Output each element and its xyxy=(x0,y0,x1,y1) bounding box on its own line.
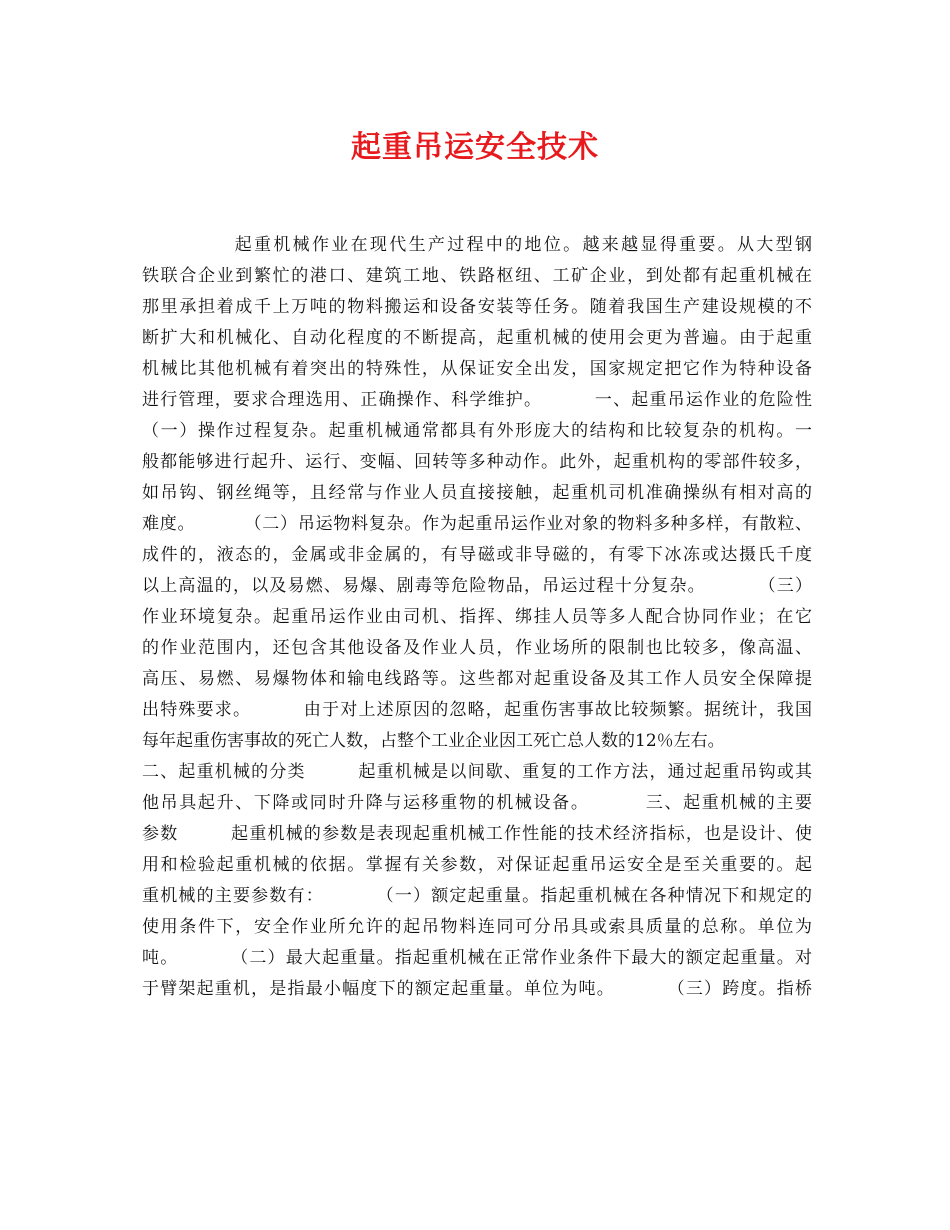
text-line: 于臂架起重机，是指最小幅度下的额定起重量。单位为吨。 （三）跨度。指桥 xyxy=(142,979,812,999)
text-line: 难度。 （二）吊运物料复杂。作为起重吊运作业对象的物料多种多样，有散粒、 xyxy=(142,514,812,534)
text-line: 作业环境复杂。起重吊运作业由司机、指挥、绑挂人员等多人配合协同作业；在它 xyxy=(142,607,812,627)
text-line: （一）操作过程复杂。起重机械通常都具有外形庞大的结构和比较复杂的机构。一 xyxy=(142,421,812,441)
text-line: 每年起重伤害事故的死亡人数，占整个工业企业因工死亡总人数的12％左右。 xyxy=(142,731,725,751)
text-line: 的作业范围内，还包含其他设备及作业人员，作业场所的限制也比较多，像高温、 xyxy=(142,638,812,658)
text-line: 成件的，液态的，金属或非金属的，有导磁或非导磁的，有零下冰冻或达摄氏千度 xyxy=(142,545,812,565)
text-line: 他吊具起升、下降或同时升降与运移重物的机械设备。 三、起重机械的主要 xyxy=(142,793,812,813)
text-line: 参数 起重机械的参数是表现起重机械工作性能的技术经济指标，也是设计、使 xyxy=(142,824,812,844)
text-line: 那里承担着成千上万吨的物料搬运和设备安装等任务。随着我国生产建设规模的不 xyxy=(142,297,812,317)
text-line: 起重机械作业在现代生产过程中的地位。越来越显得重要。从大型钢 xyxy=(142,235,812,255)
text-line: 机械比其他机械有着突出的特殊性，从保证安全出发，国家规定把它作为特种设备 xyxy=(142,359,812,379)
text-line: 高压、易燃、易爆物体和输电线路等。这些都对起重设备及其工作人员安全保障提 xyxy=(142,669,812,689)
text-line: 出特殊要求。 由于对上述原因的忽略，起重伤害事故比较频繁。据统计，我国 xyxy=(142,700,812,720)
text-line: 二、起重机械的分类 起重机械是以间歇、重复的工作方法，通过起重吊钩或其 xyxy=(142,762,812,782)
text-line: 用和检验起重机械的依据。掌握有关参数，对保证起重吊运安全是至关重要的。起 xyxy=(142,855,812,875)
text-line: 以上高温的，以及易燃、易爆、剧毒等危险物品，吊运过程十分复杂。 （三） xyxy=(142,576,812,596)
text-line: 断扩大和机械化、自动化程度的不断提高，起重机械的使用会更为普遍。由于起重 xyxy=(142,328,812,348)
text-line: 铁联合企业到繁忙的港口、建筑工地、铁路枢纽、工矿企业，到处都有起重机械在 xyxy=(142,266,812,286)
document-title: 起重吊运安全技术 xyxy=(351,130,599,165)
text-line: 般都能够进行起升、运行、变幅、回转等多种动作。此外，起重机构的零部件较多， xyxy=(142,452,812,472)
text-line: 吨。 （二）最大起重量。指起重机械在正常作业条件下最大的额定起重量。对 xyxy=(142,948,812,968)
body-text xyxy=(142,230,812,1005)
text-line: 如吊钩、钢丝绳等，且经常与作业人员直接接触，起重机司机准确操纵有相对高的 xyxy=(142,483,812,503)
text-line: 进行管理，要求合理选用、正确操作、科学维护。 一、起重吊运作业的危险性 xyxy=(142,390,812,410)
text-line: 使用条件下，安全作业所允许的起吊物料连同可分吊具或索具质量的总称。单位为 xyxy=(142,917,812,937)
text-line: 重机械的主要参数有： （一）额定起重量。指起重机械在各种情况下和规定的 xyxy=(142,886,812,906)
